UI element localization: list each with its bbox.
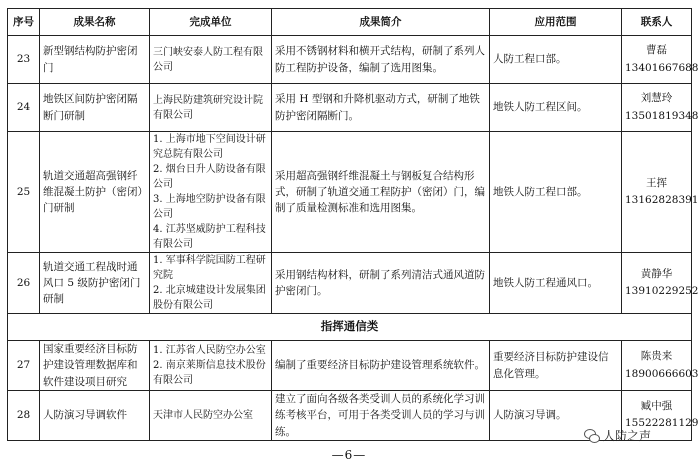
contact: [622, 341, 698, 391]
header-unit: 完成单位: [150, 9, 272, 36]
unit-line: 1. 上海市地下空间设计研究总院有限公司: [153, 134, 266, 160]
completing-unit: [150, 84, 272, 132]
result-name: 地铁区间防护密闭隔断门研制: [40, 84, 150, 132]
contact: [622, 84, 698, 132]
result-name: 国家重要经济目标防护建设管理数据库和软件建设项目研究: [40, 341, 150, 391]
unit-line: 1. 江苏省人民防空办公室: [153, 345, 266, 356]
contact-phone: 13501819348: [625, 109, 698, 122]
table-row: [8, 36, 692, 84]
table-row: [8, 132, 692, 253]
watermark: [584, 427, 651, 444]
header-contact: 联系人: [622, 9, 692, 36]
completing-unit: [150, 341, 272, 391]
row-number: 24: [8, 84, 40, 132]
header-no: 序号: [8, 9, 40, 36]
header-scope: 应用范围: [490, 9, 622, 36]
result-intro: 建立了面向各级各类受训人员的系统化学习训练考核平台，可用于各类受训人员的学习与训练。: [272, 391, 490, 441]
unit-line: 2. 南京莱斯信息技术股份有限公司: [153, 360, 266, 386]
application-scope: 地铁人防工程区间。: [490, 84, 622, 132]
result-intro: 采用不锈钢材料和横开式结构，研制了系列人防工程防护设备，编制了选用图集。: [272, 36, 490, 84]
row-number: 28: [8, 391, 40, 441]
result-intro: 采用超高强钢纤维混凝土与钢板复合结构形式，研制了轨道交通工程防护（密闭）门，编制了质量检测标准和选用图集。: [272, 132, 490, 253]
result-intro: 采用 H 型钢和升降机驱动方式，研制了地铁防护密闭隔断门。: [272, 84, 490, 132]
unit-line: 上海民防建筑研究设计院有限公司: [153, 94, 263, 121]
header-name: 成果名称: [40, 9, 150, 36]
unit-line: 2. 北京城建设计发展集团股份有限公司: [153, 285, 266, 311]
application-scope: 重要经济目标防护建设信息化管理。: [490, 341, 622, 391]
wechat-icon: [584, 428, 599, 443]
contact: [622, 36, 698, 84]
contact-name: 刘慧玲: [640, 92, 673, 105]
application-scope: 地铁人防工程通风口。: [490, 253, 622, 314]
completing-unit: [150, 253, 272, 314]
contact-name: 曹磊: [646, 44, 667, 57]
unit-line: 3. 上海地空防护设备有限公司: [153, 194, 266, 220]
header-intro: 成果简介: [272, 9, 490, 36]
result-name: 轨道交通超高强钢纤维混凝土防护（密闭）门研制: [40, 132, 150, 253]
unit-line: 4. 江苏坚威防护工程科技有限公司: [153, 224, 266, 250]
contact-phone: 13910229252: [625, 285, 698, 297]
result-name: 新型钢结构防护密闭门: [40, 36, 150, 84]
table-row: [8, 84, 692, 132]
application-scope: 地铁人防工程口部。: [490, 132, 622, 253]
table-row: [8, 341, 692, 391]
watermark-text: 人防之声: [603, 429, 652, 443]
contact-name: 臧中强: [640, 400, 673, 413]
row-number: 25: [8, 132, 40, 253]
row-number: 26: [8, 253, 40, 314]
unit-line: 天津市人民防空办公室: [153, 409, 253, 421]
contact-name: 陈贵来: [640, 350, 673, 363]
contact-phone: 15522281129: [625, 417, 698, 430]
result-intro: 编制了重要经济目标防护建设管理系统软件。: [272, 341, 490, 391]
result-name: 轨道交通工程战时通风口 5 级防护密闭门研制: [40, 253, 150, 314]
contact-phone: 18900666603: [625, 367, 698, 380]
completing-unit: [150, 132, 272, 253]
section-row: [8, 314, 692, 341]
contact-name: 黄静华: [640, 267, 673, 280]
contact-phone: 13401667688: [625, 61, 698, 74]
section-title: 指挥通信类: [8, 314, 692, 341]
unit-line: 1. 军事科学院国防工程研究院: [153, 255, 266, 281]
contact: [622, 253, 698, 314]
table-header-row: [8, 9, 692, 36]
application-scope: 人防工程口部。: [490, 36, 622, 84]
contact-phone: 13162828391: [625, 194, 698, 206]
page-number: —6—: [331, 448, 367, 462]
result-name: 人防演习导调软件: [40, 391, 150, 441]
contact: [622, 132, 698, 253]
unit-line: 2. 烟台日升人防设备有限公司: [153, 164, 266, 190]
row-number: 27: [8, 341, 40, 391]
contact-name: 王挥: [646, 176, 667, 189]
unit-line: 三门峡安泰人防工程有限公司: [153, 46, 263, 73]
result-intro: 采用钢结构材料，研制了系列清洁式通风道防护密闭门。: [272, 253, 490, 314]
completing-unit: [150, 36, 272, 84]
results-table: [7, 8, 698, 441]
completing-unit: [150, 391, 272, 441]
row-number: 23: [8, 36, 40, 84]
table-row: [8, 253, 692, 314]
application-scope: 人防演习导调。: [490, 391, 622, 441]
